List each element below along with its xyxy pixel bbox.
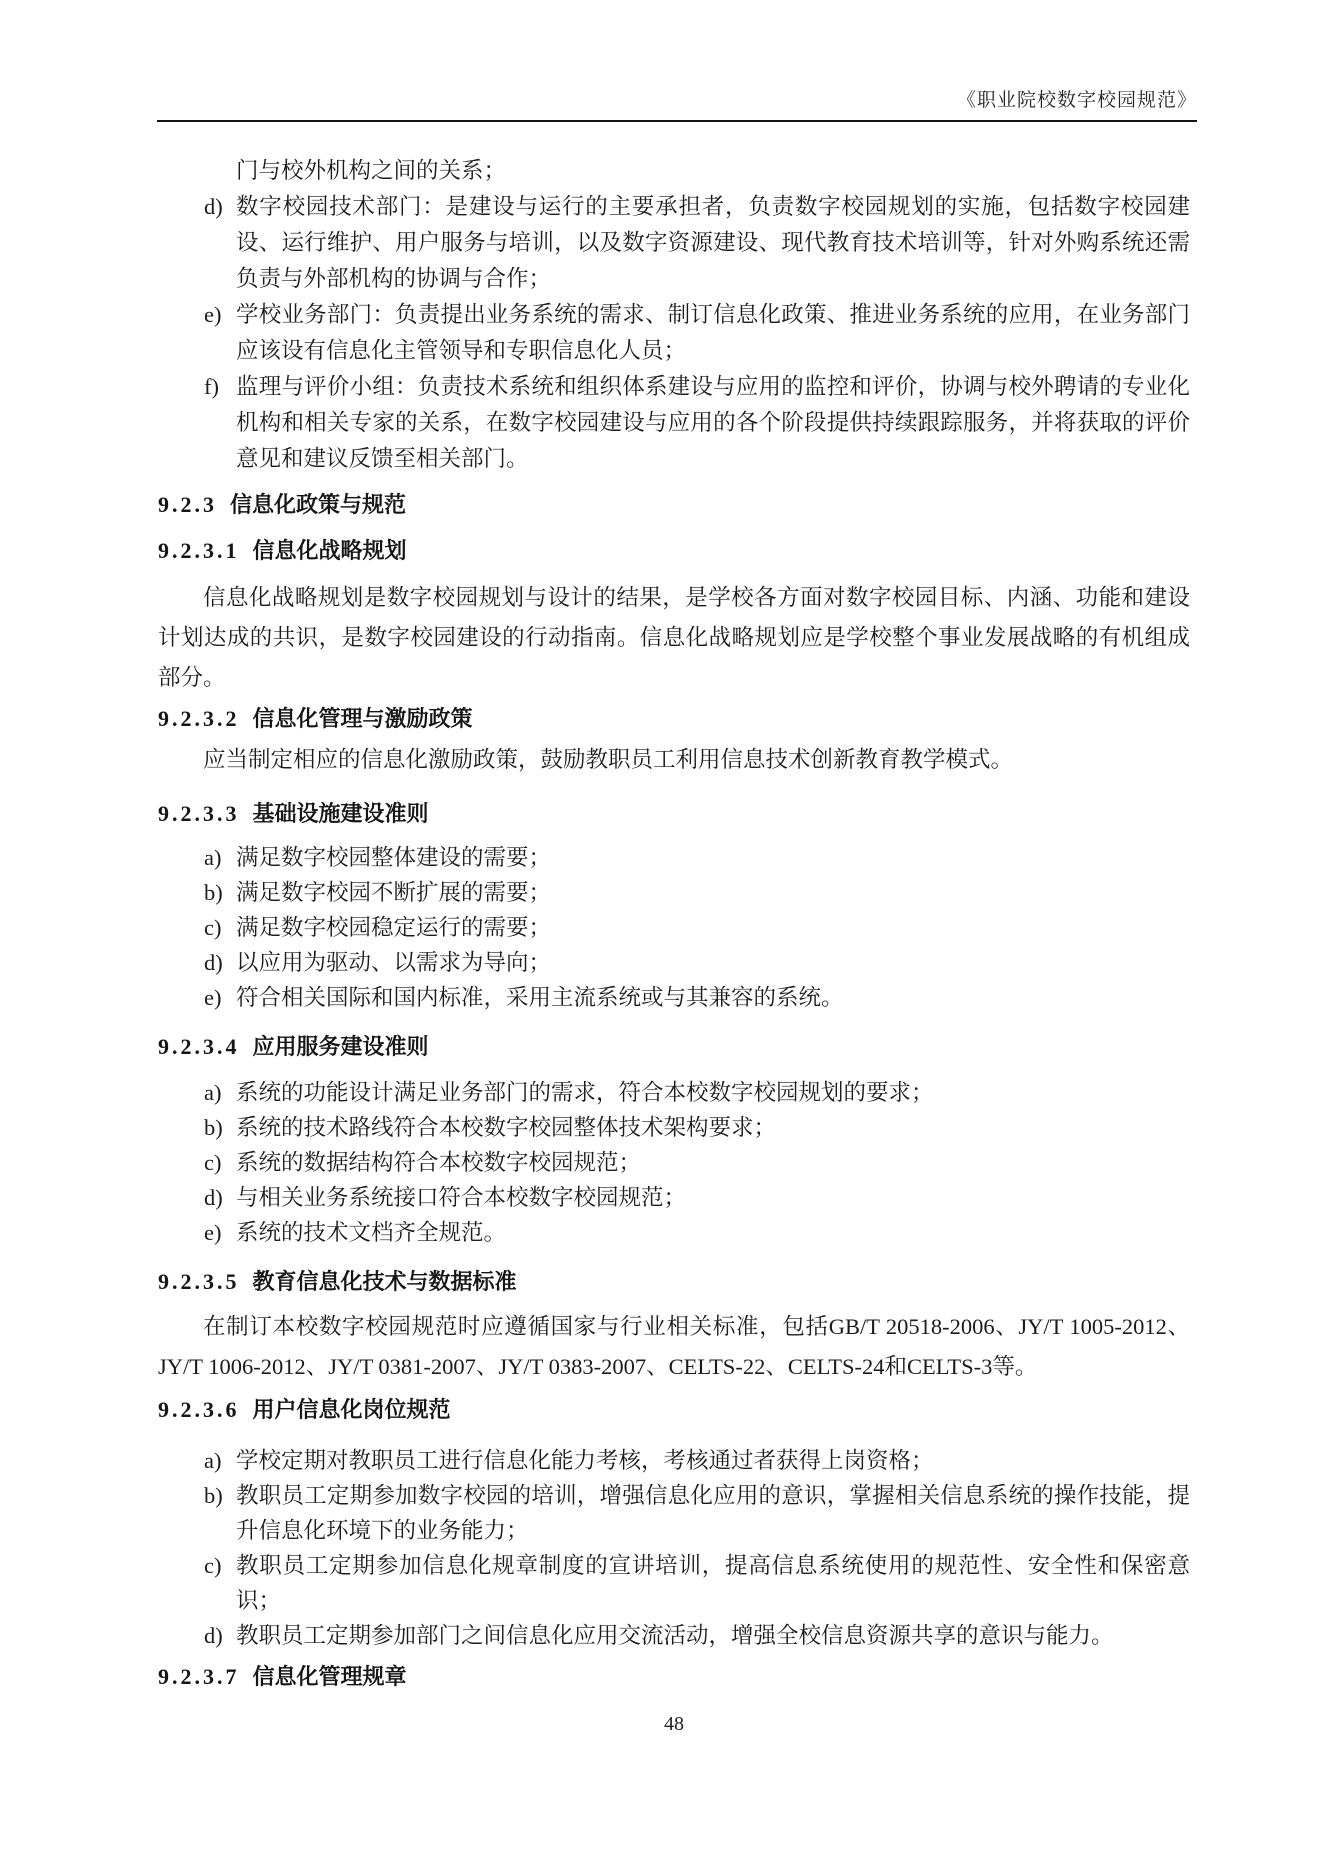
heading-9-2-3-3 bbox=[158, 799, 1190, 829]
list-item-d bbox=[158, 189, 1190, 297]
page-number: 48 bbox=[664, 1713, 684, 1735]
list-item-text: 教职员工定期参加数字校园的培训，增强信息化应用的意识，掌握相关信息系统的操作技能，提升信息化环境下的业务能力； bbox=[236, 1483, 1190, 1543]
heading-number: 9.2.3.1 bbox=[158, 538, 240, 563]
list-item-label: d) bbox=[204, 1185, 223, 1210]
list-item-text: 系统的技术文档齐全规范。 bbox=[236, 1220, 507, 1245]
list-item-d bbox=[158, 945, 1190, 980]
heading-number: 9.2.3.2 bbox=[158, 706, 240, 731]
list-item-c bbox=[158, 910, 1190, 945]
user-post-rules-list bbox=[158, 1443, 1190, 1653]
list-item-label: b) bbox=[204, 1115, 223, 1140]
list-item-text: 满足数字校园不断扩展的需要； bbox=[236, 880, 552, 905]
heading-number: 9.2.3.7 bbox=[158, 1664, 240, 1689]
list-item-b bbox=[158, 875, 1190, 910]
list-item-text: 系统的数据结构符合本校数字校园规范； bbox=[236, 1150, 642, 1175]
list-item-text: 监理与评价小组：负责技术系统和组织体系建设与应用的监控和评价，协调与校外聘请的专业化机构和相关专家的关系，在数字校园建设与应用的各个阶段提供持续跟踪服务，并将获取的评价意见和建议反馈至相关部门。 bbox=[236, 374, 1190, 471]
list-item-label: d) bbox=[204, 1623, 223, 1648]
list-item-a bbox=[158, 1075, 1190, 1110]
list-item-label: e) bbox=[204, 985, 222, 1010]
list-item-text: 与相关业务系统接口符合本校数字校园规范； bbox=[236, 1185, 687, 1210]
org-roles-list bbox=[158, 189, 1190, 477]
heading-title: 用户信息化岗位规范 bbox=[252, 1397, 451, 1422]
heading-9-2-3-7 bbox=[158, 1662, 1190, 1692]
list-item-a bbox=[158, 1443, 1190, 1478]
heading-title: 基础设施建设准则 bbox=[252, 801, 429, 826]
heading-title: 信息化管理规章 bbox=[252, 1664, 407, 1689]
heading-title: 信息化战略规划 bbox=[252, 538, 407, 563]
heading-title: 信息化管理与激励政策 bbox=[252, 706, 473, 731]
list-item-label: b) bbox=[204, 880, 223, 905]
heading-9-2-3 bbox=[158, 490, 1190, 520]
list-item-label: e) bbox=[204, 302, 222, 327]
list-item-text: 学校业务部门：负责提出业务系统的需求、制订信息化政策、推进业务系统的应用，在业务部门应该设有信息化主管领导和专职信息化人员； bbox=[236, 302, 1190, 363]
list-item-label: f) bbox=[204, 374, 219, 399]
list-item-text: 以应用为驱动、以需求为导向； bbox=[236, 950, 552, 975]
list-item-b bbox=[158, 1478, 1190, 1548]
list-item-text: 数字校园技术部门：是建设与运行的主要承担者，负责数字校园规划的实施，包括数字校园建设、运行维护、用户服务与培训，以及数字资源建设、现代教育技术培训等，针对外购系统还需负责与外部机构的协调与合作； bbox=[236, 194, 1190, 291]
list-item-label: d) bbox=[204, 950, 223, 975]
running-header-title: 《职业院校数字校园规范》 bbox=[956, 90, 1197, 111]
list-item-label: c) bbox=[204, 1150, 222, 1175]
carryover-text: 门与校外机构之间的关系； bbox=[236, 158, 507, 183]
heading-number: 9.2.3.3 bbox=[158, 801, 240, 826]
list-item-c bbox=[158, 1145, 1190, 1180]
list-item-label: b) bbox=[204, 1483, 223, 1508]
heading-number: 9.2.3.4 bbox=[158, 1034, 240, 1059]
heading-title: 信息化政策与规范 bbox=[230, 492, 407, 517]
heading-9-2-3-2 bbox=[158, 704, 1190, 734]
list-item-text: 满足数字校园整体建设的需要； bbox=[236, 845, 552, 870]
page-header bbox=[157, 0, 1197, 122]
list-item-label: c) bbox=[204, 1553, 222, 1578]
application-criteria-list bbox=[158, 1075, 1190, 1250]
page-content bbox=[158, 153, 1190, 1736]
list-item-text: 教职员工定期参加部门之间信息化应用交流活动，增强全校信息资源共享的意识与能力。 bbox=[236, 1623, 1114, 1648]
list-item-text: 符合相关国际和国内标准，采用主流系统或与其兼容的系统。 bbox=[236, 985, 844, 1010]
list-item-c bbox=[158, 1548, 1190, 1618]
heading-9-2-3-4 bbox=[158, 1032, 1190, 1062]
paragraph-9-2-3-2: 应当制定相应的信息化激励政策，鼓励教职员工利用信息技术创新教育教学模式。 bbox=[203, 747, 1014, 772]
list-item-text: 满足数字校园稳定运行的需要； bbox=[236, 915, 552, 940]
heading-number: 9.2.3.6 bbox=[158, 1397, 240, 1422]
list-item-b bbox=[158, 1110, 1190, 1145]
list-item-text: 学校定期对教职员工进行信息化能力考核，考核通过者获得上岗资格； bbox=[236, 1448, 934, 1473]
list-item-a bbox=[158, 840, 1190, 875]
list-item-label: e) bbox=[204, 1220, 222, 1245]
list-item-d bbox=[158, 1180, 1190, 1215]
list-item-label: d) bbox=[204, 194, 223, 219]
list-item-text: 系统的技术路线符合本校数字校园整体技术架构要求； bbox=[236, 1115, 777, 1140]
list-item-label: a) bbox=[204, 1080, 222, 1105]
list-item-e bbox=[158, 297, 1190, 369]
infrastructure-criteria-list bbox=[158, 840, 1190, 1015]
heading-9-2-3-5 bbox=[158, 1267, 1190, 1297]
paragraph-9-2-3-5: 在制订本校数字校园规范时应遵循国家与行业相关标准，包括GB/T 20518-2006、JY/T 1005-2012、JY/T 1006-2012、JY/T 0381-2007、JY/T 0383-2007、CELTS-22、CELTS-24和CELTS-3等。 bbox=[158, 1314, 1190, 1379]
heading-title: 应用服务建设准则 bbox=[252, 1034, 429, 1059]
heading-9-2-3-6 bbox=[158, 1395, 1190, 1425]
heading-title: 教育信息化技术与数据标准 bbox=[252, 1269, 517, 1294]
list-item-e bbox=[158, 980, 1190, 1015]
heading-9-2-3-1 bbox=[158, 536, 1190, 566]
list-item-text: 教职员工定期参加信息化规章制度的宣讲培训，提高信息系统使用的规范性、安全性和保密意识； bbox=[236, 1553, 1190, 1613]
list-item-text: 系统的功能设计满足业务部门的需求，符合本校数字校园规划的要求； bbox=[236, 1080, 934, 1105]
list-item-label: a) bbox=[204, 1448, 222, 1473]
heading-number: 9.2.3 bbox=[158, 492, 217, 517]
list-item-label: a) bbox=[204, 845, 222, 870]
heading-number: 9.2.3.5 bbox=[158, 1269, 240, 1294]
list-item-e bbox=[158, 1215, 1190, 1250]
list-item-label: c) bbox=[204, 915, 222, 940]
list-item-d bbox=[158, 1618, 1190, 1653]
paragraph-9-2-3-1: 信息化战略规划是数字校园规划与设计的结果，是学校各方面对数字校园目标、内涵、功能和建设计划达成的共识，是数字校园建设的行动指南。信息化战略规划应是学校整个事业发展战略的有机组成部分。 bbox=[158, 585, 1190, 690]
list-item-f bbox=[158, 369, 1190, 477]
